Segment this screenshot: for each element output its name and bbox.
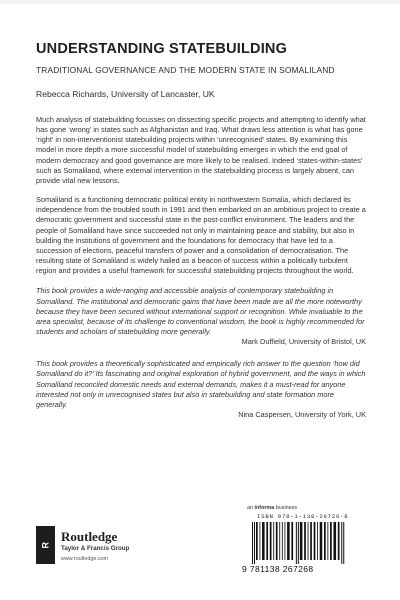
endorsement-quote: This book provides a wide-ranging and accessible analysis of contemporary statebuilding in Somaliland. The institutional and democratic gains that have been made are all the more noteworthy because they have been secured without international support or recognition. While invaluable to the area specialist, because of its challenge to conventional wisdom, the book is highly recommended for students and scholars of statebuilding more generally. [36, 286, 365, 336]
endorsement-quote: This book provides a theoretically sophisticated and empirically rich answer to the question ‘how did Somaliland do it?’ Its fascinating and original exploration of hybrid government, and the ways in which Somaliland reconciled domestic needs and external demands, makes it a must-read for anyone interested not only in unrecognised states but also in statebuilding and state formation more generally. [36, 359, 366, 409]
barcode-bars [250, 522, 358, 564]
publisher-name: Routledge [61, 529, 118, 544]
top-edge [0, 0, 400, 4]
blurb-paragraph: Much analysis of statebuilding focusses on dissecting specific projects and attempting to identify what has gone ‘wrong’ in states such as Afghanistan and Iraq. What draws less attention is what has gone ‘right’ in non-interventionist statebuilding projects within ‘unrecognised’ states. By examining this model in more depth a more successful model of statebuilding emerges in which the end goal of modern democracy and good governance are more likely to be realised. Indeed ‘states-within-states’ such as Somaliland, where external intervention in the statebuilding process is largely absent, can provide vital new lessons. [36, 115, 366, 185]
isbn-barcode [240, 512, 365, 578]
barcode-digits: 9 781138 267268 [242, 564, 314, 574]
publisher-url: www.routledge.com [61, 556, 109, 562]
imprint-line: an informa business [247, 505, 298, 511]
publisher-block [36, 518, 186, 573]
routledge-logo: R [36, 526, 55, 564]
publisher-group: Taylor & Francis Group [61, 545, 130, 552]
blurb-paragraph: Somaliland is a functioning democratic political entity in northwestern Somalia, which declared its independence from the troubled south in 1991 and then embarked on an ambitious project to create a democratic government and successful state in the post-conflict environment. The leaders and the people of Somaliland have since succeeded not only in maintaining peace and stability, but also in building the institutions of government and the foundations for democracy that have led to a succession of elections, peaceful transfers of power and a consolidation of democratisation. The resulting state of Somaliland is widely hailed as a beacon of success within a politically turbulent region and provides a useful framework for successful statebuilding projects throughout the world. [36, 195, 366, 276]
endorsement-attribution: Nina Caspersen, University of York, UK [238, 410, 366, 420]
endorsement-attribution: Mark Duffield, University of Bristol, UK [241, 337, 366, 347]
book-subtitle: TRADITIONAL GOVERNANCE AND THE MODERN STATE IN SOMALILAND [36, 65, 335, 75]
isbn-label: ISBN 978-1-138-26726-8 [257, 513, 349, 520]
book-title: UNDERSTANDING STATEBUILDING [36, 41, 288, 57]
book-author: Rebecca Richards, University of Lancaster, UK [36, 89, 215, 99]
cover-text [36, 40, 366, 420]
